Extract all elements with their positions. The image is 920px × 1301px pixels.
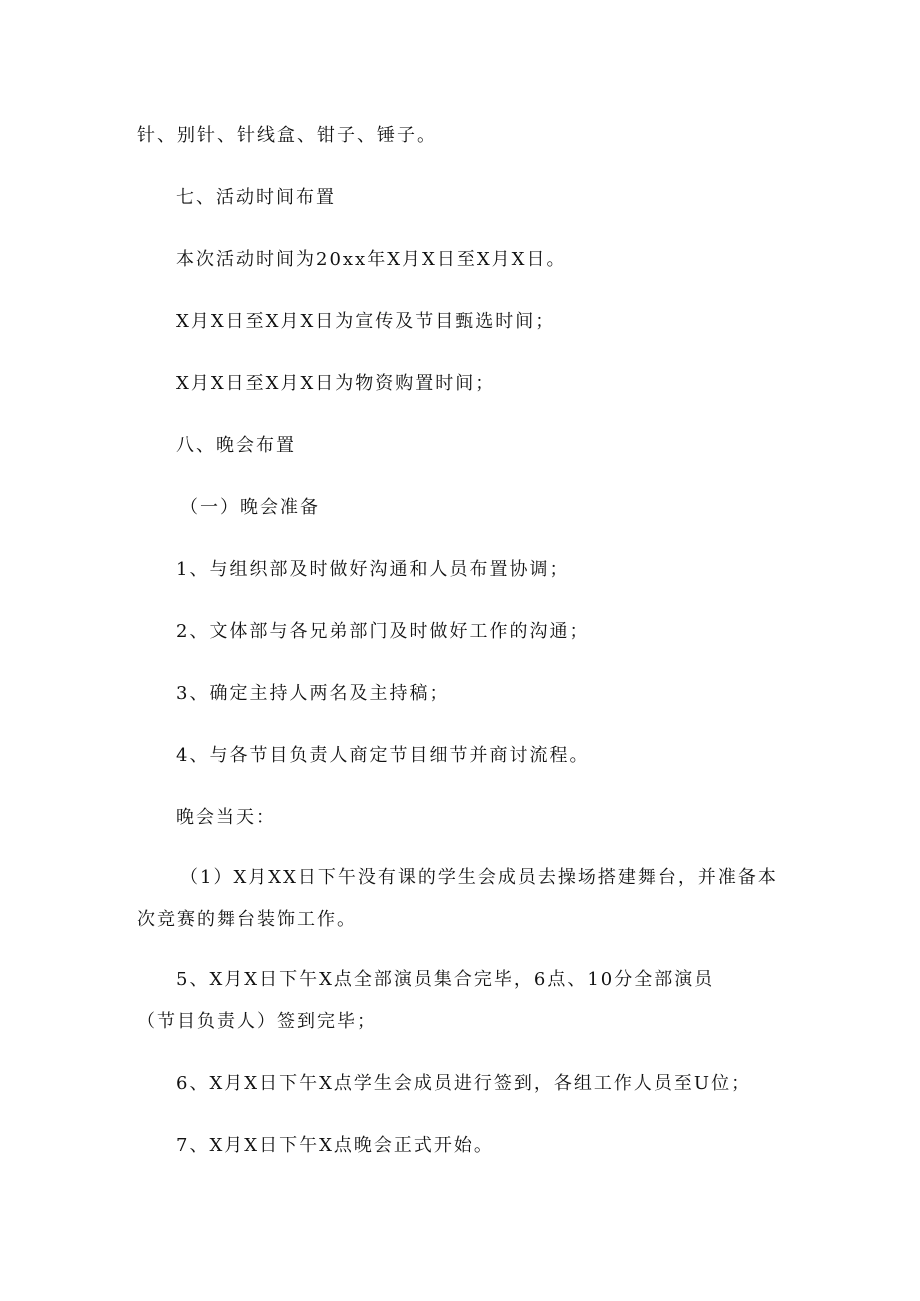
paragraph-line: 针、别针、针线盒、钳子、锤子。 <box>137 125 437 146</box>
paragraph-line: （节目负责人）签到完毕； <box>137 1011 377 1032</box>
paragraph-line: 次竞赛的舞台装饰工作。 <box>137 909 357 930</box>
subsection-heading: （一）晚会准备 <box>180 497 320 518</box>
list-item: 3、确定主持人两名及主持稿； <box>176 683 450 704</box>
list-item: 6、X月X日下午X点学生会成员进行签到，各组工作人员至U位； <box>176 1073 752 1094</box>
list-item: 1、与组织部及时做好沟通和人员布置协调； <box>176 559 570 580</box>
paragraph-line: 晚会当天： <box>176 807 276 828</box>
list-item: 7、X月X日下午X点晚会正式开始。 <box>176 1135 494 1156</box>
list-item: 5、X月X日下午X点全部演员集合完毕，6点、10分全部演员 <box>176 969 715 990</box>
section-heading: 七、活动时间布置 <box>176 187 336 208</box>
section-heading: 八、晚会布置 <box>176 435 296 456</box>
paragraph-line: 本次活动时间为20xx年X月X日至X月X日。 <box>176 249 567 270</box>
list-item: 4、与各节目负责人商定节目细节并商讨流程。 <box>176 745 590 766</box>
list-item: 2、文体部与各兄弟部门及时做好工作的沟通； <box>176 621 590 642</box>
paragraph-line: X月X日至X月X日为物资购置时间； <box>176 373 496 394</box>
paragraph-line: X月X日至X月X日为宣传及节目甄选时间； <box>176 311 556 332</box>
list-item: （1）X月XX日下午没有课的学生会成员去操场搭建舞台，并准备本 <box>180 867 778 888</box>
